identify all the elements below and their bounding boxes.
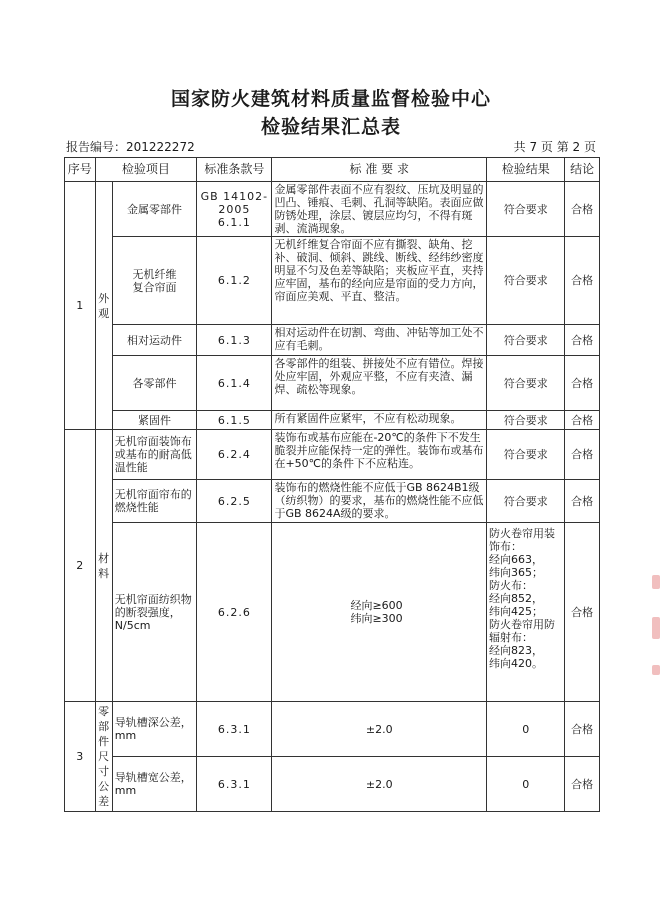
table-row [65, 411, 600, 430]
group-number: 1 [65, 182, 96, 430]
result-value: 符合要求 [487, 430, 565, 480]
requirement-text: 无机纤维复合帘面不应有撕裂、缺角、挖补、破洞、倾斜、跳线、断线、经纬纱密度明显不匀及色差等缺陷；夹板应平直，夹持应牢固，基布的经向应是帘面的受力方向，帘面应美观、平直、整洁。 [272, 237, 487, 325]
table-header-row [65, 158, 600, 182]
conclusion-value: 合格 [565, 523, 600, 702]
group-category: 材 料 [95, 430, 112, 702]
col-header-requirement: 标 准 要 求 [272, 158, 487, 182]
item-name: 无机帘面帘布的燃烧性能 [112, 480, 196, 523]
requirement-text: 经向≥600 纬向≥300 [272, 523, 487, 702]
table-row [65, 702, 600, 757]
seal-stamp-edge [650, 555, 662, 695]
document-subtitle: 检验结果汇总表 [260, 116, 401, 138]
table-row [65, 237, 600, 325]
table-row [65, 480, 600, 523]
item-name: 各零部件 [112, 356, 196, 411]
result-value: 符合要求 [487, 237, 565, 325]
conclusion-value: 合格 [565, 182, 600, 237]
clause-number: 6.1.5 [197, 411, 272, 430]
requirement-text: 所有紧固件应紧牢，不应有松动现象。 [272, 411, 487, 430]
conclusion-value: 合格 [565, 325, 600, 356]
requirement-text: ±2.0 [272, 702, 487, 757]
result-value: 符合要求 [487, 182, 565, 237]
conclusion-value: 合格 [565, 356, 600, 411]
group-number: 3 [65, 702, 96, 812]
report-number: 报告编号：201222272 [66, 140, 195, 154]
result-value: 0 [487, 757, 565, 812]
item-name: 紧固件 [112, 411, 196, 430]
table-row [65, 356, 600, 411]
col-header-no: 序号 [65, 158, 96, 182]
requirement-text: ±2.0 [272, 757, 487, 812]
document-title: 国家防火建筑材料质量监督检验中心 [170, 88, 491, 110]
conclusion-value: 合格 [565, 702, 600, 757]
table-row [65, 523, 600, 702]
clause-number: 6.2.6 [197, 523, 272, 702]
conclusion-value: 合格 [565, 411, 600, 430]
result-value: 符合要求 [487, 480, 565, 523]
requirement-text: 各零部件的组装、拼接处不应有错位。焊接处应牢固，外观应平整，不应有夹渣、漏焊、疏松等现象。 [272, 356, 487, 411]
requirement-text: 装饰布或基布应能在-20℃的条件下不发生脆裂并应能保持一定的弹性。装饰布或基布在+50℃的条件下不应粘连。 [272, 430, 487, 480]
clause-number: 6.1.3 [197, 325, 272, 356]
item-name: 相对运动件 [112, 325, 196, 356]
table-row [65, 325, 600, 356]
item-name: 金属零部件 [112, 182, 196, 237]
result-value: 防火卷帘用装饰布： 经向663， 纬向365； 防火布： 经向852， 纬向425； 防火卷帘用防辐射布： 经向823， 纬向420。 [487, 523, 565, 702]
clause-number: 6.3.1 [197, 757, 272, 812]
col-header-item: 检验项目 [95, 158, 197, 182]
item-name: 无机纤维 复合帘面 [112, 237, 196, 325]
result-value: 符合要求 [487, 411, 565, 430]
conclusion-value: 合格 [565, 237, 600, 325]
conclusion-value: 合格 [565, 430, 600, 480]
group-number: 2 [65, 430, 96, 702]
table-row [65, 757, 600, 812]
result-value: 符合要求 [487, 356, 565, 411]
requirement-text: 装饰布的燃烧性能不应低于GB 8624B1级（纺织物）的要求，基布的燃烧性能不应低于GB 8624A级的要求。 [272, 480, 487, 523]
group-category: 外 观 [95, 182, 112, 430]
conclusion-value: 合格 [565, 757, 600, 812]
item-name: 导轨槽宽公差，mm [112, 757, 196, 812]
conclusion-value: 合格 [565, 480, 600, 523]
group-category: 零 部 件 尺 寸 公 差 [95, 702, 112, 812]
result-value: 0 [487, 702, 565, 757]
requirement-text: 金属零部件表面不应有裂纹、压坑及明显的凹凸、锤痕、毛刺、孔洞等缺陷。表面应做防锈处理，涂层、镀层应均匀，不得有斑剥、流淌现象。 [272, 182, 487, 237]
col-header-conclusion: 结论 [565, 158, 600, 182]
results-table [64, 157, 600, 812]
item-name: 导轨槽深公差，mm [112, 702, 196, 757]
page-info: 共 7 页 第 2 页 [513, 140, 596, 154]
clause-number: GB 14102-2005 6.1.1 [197, 182, 272, 237]
item-name: 无机帘面纺织物的断裂强度，N/5cm [112, 523, 196, 702]
requirement-text: 相对运动件在切割、弯曲、冲钻等加工处不应有毛刺。 [272, 325, 487, 356]
col-header-clause: 标准条款号 [197, 158, 272, 182]
clause-number: 6.2.4 [197, 430, 272, 480]
item-name: 无机帘面装饰布或基布的耐高低温性能 [112, 430, 196, 480]
clause-number: 6.1.4 [197, 356, 272, 411]
clause-number: 6.3.1 [197, 702, 272, 757]
clause-number: 6.2.5 [197, 480, 272, 523]
clause-number: 6.1.2 [197, 237, 272, 325]
table-row [65, 430, 600, 480]
result-value: 符合要求 [487, 325, 565, 356]
col-header-result: 检验结果 [487, 158, 565, 182]
table-row [65, 182, 600, 237]
